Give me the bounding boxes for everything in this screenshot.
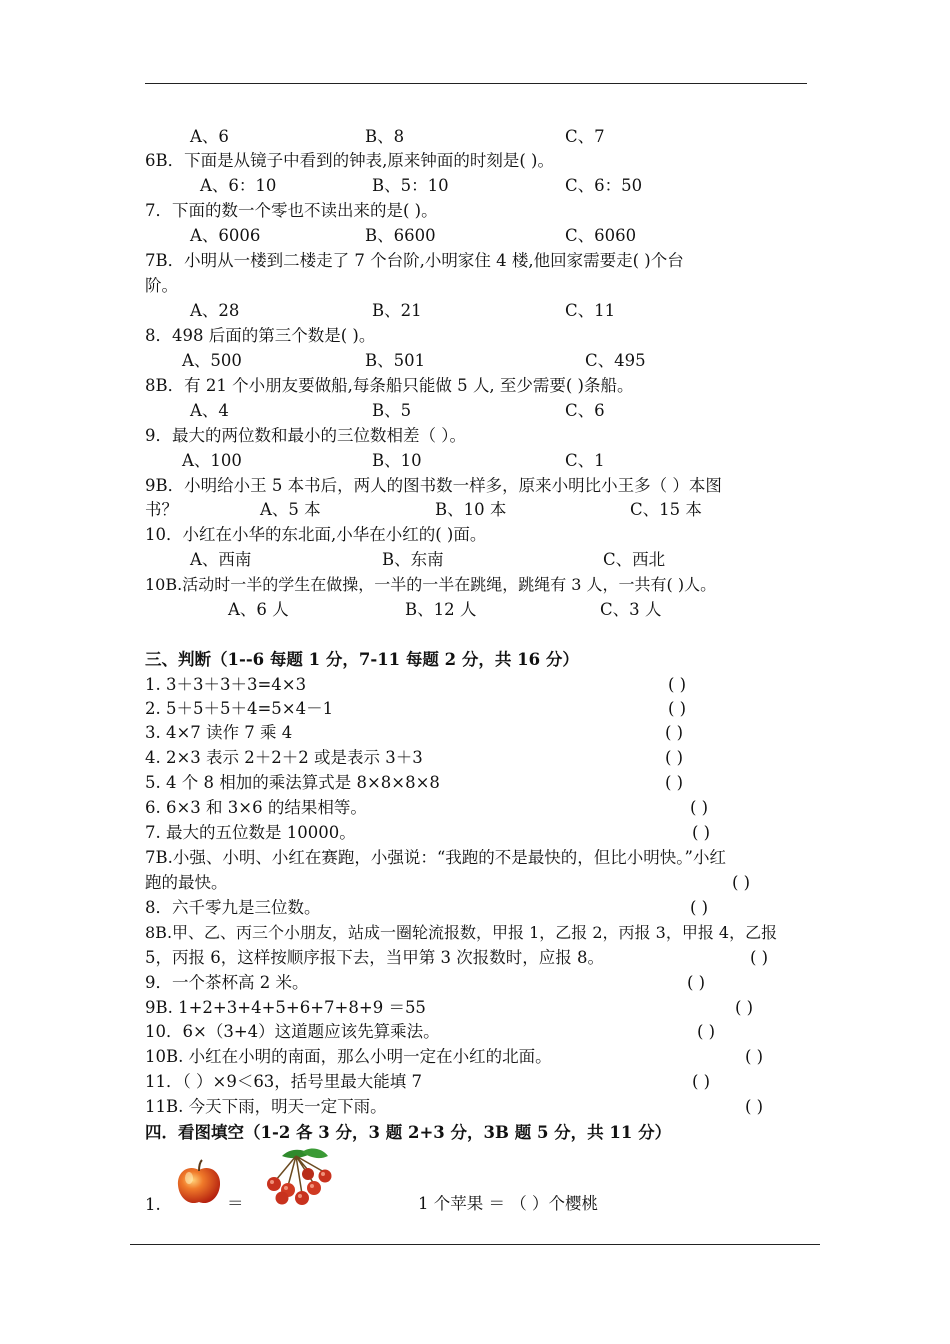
judge-answer-7b[interactable]: ( ) xyxy=(732,873,751,892)
header-rule xyxy=(145,83,807,84)
judge-answer-6[interactable]: ( ) xyxy=(690,798,709,817)
judge-item-10: 10．6×（3+4）这道题应该先算乘法。 xyxy=(145,1022,440,1041)
q8-option-c: C、495 xyxy=(585,351,646,370)
question-9b-line1: 9B．小明给小王 5 本书后，两人的图书数一样多，原来小明比小王多（ ）本图 xyxy=(145,476,722,495)
judge-item-7b-line1: 7B.小强、小明、小红在赛跑，小强说：“我跑的不是最快的，但比小明快。”小红 xyxy=(145,848,726,867)
judge-answer-10[interactable]: ( ) xyxy=(697,1022,716,1041)
q8b-option-a: A、4 xyxy=(190,401,229,420)
judge-answer-10b[interactable]: ( ) xyxy=(745,1047,764,1066)
question-8b: 8B．有 21 个小朋友要做船,每条船只能做 5 人, 至少需要( )条船。 xyxy=(145,376,634,395)
q10-option-a: A、西南 xyxy=(190,550,252,569)
q6b-option-b: B、5：10 xyxy=(372,176,449,195)
judge-answer-9b[interactable]: ( ) xyxy=(735,998,754,1017)
question-9: 9．最大的两位数和最小的三位数相差（ ）。 xyxy=(145,426,466,445)
question-8: 8．498 后面的第三个数是( )。 xyxy=(145,326,376,345)
q10b-option-b: B、12 人 xyxy=(405,600,477,619)
q7b-option-b: B、21 xyxy=(372,301,422,320)
judge-item-11: 11．（ ）×9＜63，括号里最大能填 7 xyxy=(145,1072,423,1091)
judge-item-8: 8．六千零九是三位数。 xyxy=(145,898,321,917)
q10-option-b: B、东南 xyxy=(382,550,444,569)
judge-item-11b: 11B. 今天下雨，明天一定下雨。 xyxy=(145,1097,387,1116)
q9-option-a: A、100 xyxy=(182,451,242,470)
judge-item-6: 6. 6×3 和 3×6 的结果相等。 xyxy=(145,798,367,817)
judge-item-4: 4. 2×3 表示 2＋2＋2 或是表示 3＋3 xyxy=(145,748,423,767)
judge-item-2: 2. 5＋5＋5＋4=5×4－1 xyxy=(145,699,334,718)
judge-answer-2[interactable]: ( ) xyxy=(668,699,687,718)
q9-option-c: C、1 xyxy=(565,451,605,470)
question-7b-line2: 阶。 xyxy=(145,276,178,295)
judge-item-8b-line2: 5，丙报 6，这样按顺序报下去，当甲第 3 次报数时，应报 8。 xyxy=(145,948,604,967)
judge-item-7b-line2: 跑的最快。 xyxy=(145,873,228,892)
picture-q1-equals: ＝ xyxy=(227,1194,244,1213)
question-7b-line1: 7B．小明从一楼到二楼走了 7 个台阶,小明家住 4 楼,他回家需要走( )个台 xyxy=(145,251,684,270)
question-10: 10．小红在小华的东北面,小华在小红的( )面。 xyxy=(145,525,487,544)
q9b-option-a: A、5 本 xyxy=(260,500,321,519)
picture-q1-number: 1. xyxy=(145,1195,161,1214)
section-judge-heading: 三、判断（1--6 每题 1 分，7-11 每题 2 分，共 16 分） xyxy=(145,650,579,669)
q6-option-b: B、8 xyxy=(365,127,405,146)
q8-option-a: A、500 xyxy=(182,351,242,370)
q8-option-b: B、501 xyxy=(365,351,426,370)
judge-answer-8b[interactable]: ( ) xyxy=(750,948,769,967)
judge-answer-4[interactable]: ( ) xyxy=(665,748,684,767)
q6-option-c: C、7 xyxy=(565,127,605,146)
judge-answer-9[interactable]: ( ) xyxy=(687,973,706,992)
q8b-option-c: C、6 xyxy=(565,401,605,420)
question-9b-line2: 书？ xyxy=(145,500,178,519)
judge-answer-11b[interactable]: ( ) xyxy=(745,1097,764,1116)
judge-item-5: 5. 4 个 8 相加的乘法算式是 8×8×8×8 xyxy=(145,773,440,792)
judge-item-1: 1. 3＋3＋3＋3=4×3 xyxy=(145,675,307,694)
q7-option-c: C、6060 xyxy=(565,226,637,245)
cherries-icon xyxy=(262,1146,334,1210)
q10b-option-c: C、3 人 xyxy=(600,600,662,619)
judge-item-10b: 10B. 小红在小明的南面，那么小明一定在小红的北面。 xyxy=(145,1047,552,1066)
q6b-option-c: C、6：50 xyxy=(565,176,643,195)
judge-answer-5[interactable]: ( ) xyxy=(665,773,684,792)
apple-icon xyxy=(174,1158,224,1208)
q9b-option-b: B、10 本 xyxy=(435,500,507,519)
question-6b: 6B．下面是从镜子中看到的钟表,原来钟面的时刻是( )。 xyxy=(145,151,554,170)
question-10b: 10B.活动时一半的学生在做操，一半的一半在跳绳，跳绳有 3 人，一共有( )人。 xyxy=(145,575,717,594)
judge-item-7: 7. 最大的五位数是 10000。 xyxy=(145,823,356,842)
judge-answer-11[interactable]: ( ) xyxy=(692,1072,711,1091)
question-7: 7．下面的数一个零也不读出来的是( )。 xyxy=(145,201,438,220)
section-picture-heading: 四．看图填空（1-2 各 3 分，3 题 2+3 分，3B 题 5 分，共 11 分） xyxy=(145,1123,672,1142)
picture-q1-text: 1 个苹果 ＝ （ ）个樱桃 xyxy=(418,1194,598,1213)
q10b-option-a: A、6 人 xyxy=(228,600,289,619)
q6b-option-a: A、6：10 xyxy=(200,176,277,195)
q6-option-a: A、6 xyxy=(190,127,229,146)
q7b-option-c: C、11 xyxy=(565,301,616,320)
judge-answer-1[interactable]: ( ) xyxy=(668,675,687,694)
q8b-option-b: B、5 xyxy=(372,401,412,420)
q7-option-b: B、6600 xyxy=(365,226,436,245)
judge-answer-3[interactable]: ( ) xyxy=(665,723,684,742)
q7b-option-a: A、28 xyxy=(190,301,240,320)
judge-item-8b-line1: 8B.甲、乙、丙三个小朋友，站成一圈轮流报数，甲报 1，乙报 2，丙报 3，甲报 4，乙报 xyxy=(145,923,778,942)
judge-answer-8[interactable]: ( ) xyxy=(690,898,709,917)
judge-item-9b: 9B. 1+2+3+4+5+6+7+8+9 ＝55 xyxy=(145,998,426,1017)
judge-answer-7[interactable]: ( ) xyxy=(692,823,711,842)
q9-option-b: B、10 xyxy=(372,451,422,470)
judge-item-3: 3. 4×7 读作 7 乘 4 xyxy=(145,723,293,742)
q9b-option-c: C、15 本 xyxy=(630,500,702,519)
judge-item-9: 9．一个茶杯高 2 米。 xyxy=(145,973,309,992)
q7-option-a: A、6006 xyxy=(190,226,261,245)
q10-option-c: C、西北 xyxy=(603,550,666,569)
footer-rule xyxy=(130,1244,820,1245)
